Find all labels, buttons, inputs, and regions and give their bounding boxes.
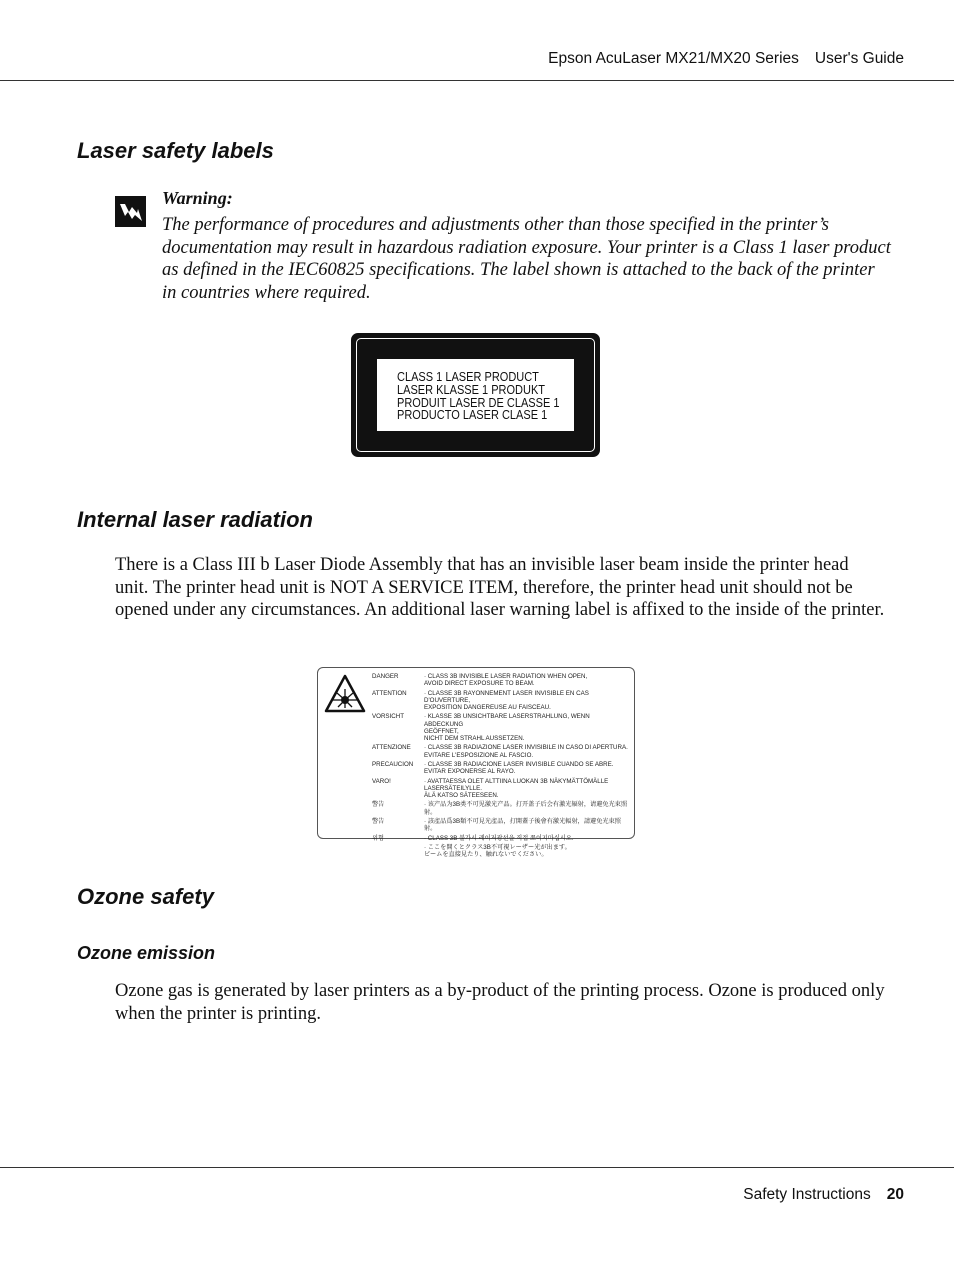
- header-product: Epson AcuLaser MX21/MX20 Series: [548, 50, 799, 67]
- label-warning-text: · KLASSE 3B UNSICHTBARE LASERSTRAHLUNG, WENN ABDECKUNG GEÖFFNET, NICHT DEM STRAHL AUSSETZEN.: [424, 713, 590, 742]
- label-text: [397, 371, 559, 422]
- class1-laser-label: [351, 333, 600, 457]
- header-divider: [0, 80, 954, 81]
- internal-radiation-paragraph: There is a Class III b Laser Diode Assembly that has an invisible laser beam inside the printer head unit. The printer head unit is NOT A SERVICE ITEM, therefore, the printer head unit should not be opened under any circumstances. An additional laser warning label is affixed to the inside of the printer.: [115, 555, 885, 620]
- label-warning-text: · CLASSE 3B RADIAZIONE LASER INVISIBILE IN CASO DI APERTURA. EVITARE L'ESPOSIZIONE AL FASCIO.: [424, 744, 628, 759]
- warning-hand-icon: [115, 196, 146, 227]
- footer-section: Safety Instructions: [743, 1186, 871, 1203]
- label-language: DANGER: [372, 673, 399, 680]
- footer-divider: [0, 1167, 954, 1168]
- label-row: [372, 844, 630, 858]
- header-guide: User's Guide: [814, 50, 904, 67]
- label-row: [372, 835, 630, 842]
- laser-hazard-icon: [324, 674, 366, 714]
- label-row: [372, 713, 630, 742]
- section-title-laser-safety: Laser safety labels: [77, 138, 274, 163]
- label-row: [372, 761, 630, 775]
- section-title-ozone: Ozone safety: [77, 884, 214, 909]
- label-warning-text: · CLASS 3B INVISIBLE LASER RADIATION WHEN OPEN, AVOID DIRECT EXPOSURE TO BEAM.: [424, 673, 588, 688]
- label-language: ATTENTION: [372, 689, 407, 697]
- label-language: 警告: [372, 817, 385, 825]
- label-row: [372, 778, 630, 800]
- label-language: 위험: [372, 834, 384, 842]
- subsection-title-ozone-emission: Ozone emission: [77, 943, 216, 963]
- label-warning-text: · CLASS 3B 불가시 레이저광선을 직접 쪼이지마십시오.: [424, 834, 574, 842]
- label-line: LASER KLASSE 1 PRODUKT: [397, 381, 546, 397]
- label-language: VORSICHT: [372, 713, 404, 721]
- label-language: 警告: [372, 801, 385, 809]
- section-title-internal-radiation: Internal laser radiation: [77, 507, 313, 532]
- label-row: [372, 744, 630, 758]
- page-header: [548, 50, 904, 68]
- label-line: PRODUCTO LASER CLASE 1: [397, 407, 548, 423]
- label-line: PRODUIT LASER DE CLASSE 1: [397, 394, 560, 410]
- label-row: [372, 673, 630, 687]
- page-number: 20: [886, 1186, 904, 1203]
- label-language: PRECAUCION: [372, 760, 414, 768]
- label-warning-text: · CLASSE 3B RAYONNEMENT LASER INVISIBLE EN CAS D'OUVERTURE, EXPOSITION DANGEREUSE AU FAISCEAU.: [424, 689, 589, 711]
- warning-title: Warning:: [162, 188, 233, 208]
- label-warning-text: · ここを開くとクラス3B不可視レーザー光が出ます。 ビームを直接見たり、触れないでください。: [424, 843, 571, 859]
- label-warning-text: · 該產品爲3B類不可見光產品，打開蓋子後會有激光輻射，請避免光束照射。: [424, 817, 621, 833]
- label-language: ATTENZIONE: [372, 744, 411, 752]
- label-language: VARO!: [372, 777, 391, 785]
- label-row: [372, 690, 630, 712]
- danger-label-text: [372, 673, 630, 861]
- page-footer: [743, 1186, 904, 1204]
- label-row: [372, 801, 630, 815]
- label-warning-text: · 该产品为3B类不可见激光产品。打开盖子后会有激光辐射，请避免光束照射。: [424, 801, 628, 816]
- ozone-paragraph: Ozone gas is generated by laser printers as a by-product of the printing process. Ozone is produced only when the printer is printing.: [115, 981, 885, 1024]
- label-panel: [377, 359, 574, 431]
- label-line: CLASS 1 LASER PRODUCT: [397, 369, 539, 384]
- laser-danger-label: [317, 667, 635, 859]
- label-warning-text: · CLASSE 3B RADIACIONE LASER INVISIBLE CUANDO SE ABRE. EVITAR EXPONERSE AL RAYO.: [424, 760, 614, 776]
- warning-body: The performance of procedures and adjustments other than those specified in the printer’s documentation may result in hazardous radiation exposure. Your printer is a Class 1 laser product as defined in the IEC60825 specifications. The label shown is attached to the back of the printer in countries where required.: [162, 215, 891, 303]
- label-language: [372, 844, 424, 858]
- label-row: [372, 818, 630, 832]
- label-warning-text: · AVATTAESSA OLET ALTTIINA LUOKAN 3B NÄKYMÄTTÖMÄLLE LASERSÄTEILYLLE. ÄLÄ KATSO SÄTEESEEN.: [424, 777, 609, 799]
